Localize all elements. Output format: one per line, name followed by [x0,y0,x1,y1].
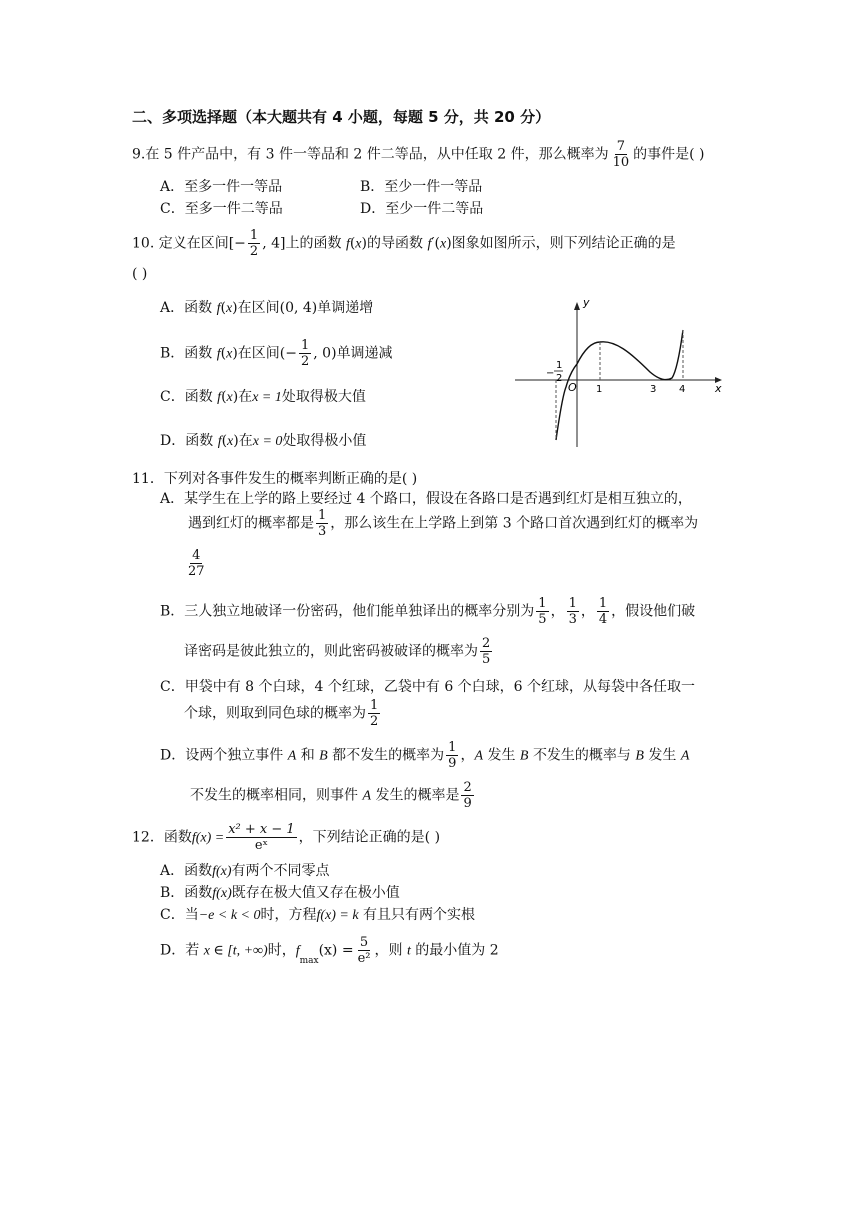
q12-text: 12．函数 [132,829,192,846]
option-text: 译密码是彼此独立的，则此密码被破译的概率为 [184,643,478,660]
denominator: 3 [318,524,327,539]
fraction [226,822,296,853]
var-x: x [225,301,233,316]
numerator: 1 [249,228,259,243]
neg-sign: − [546,368,555,379]
fraction [446,740,458,771]
equation: x = 1 [252,390,282,405]
denominator: 2 [249,244,259,259]
option-text: 和 [300,747,315,764]
origin-label: O [568,381,577,394]
denominator: 27 [188,564,205,579]
option-text: 处取得极小值 [282,433,367,449]
var-f: f [216,346,221,362]
numerator: 1 [370,698,379,713]
q12-option-d [160,935,499,966]
tick-label-3: 3 [650,384,657,395]
interval: (0, 4) [279,300,318,316]
var-f: f [427,236,432,252]
option-text: 个球，则取到同色球的概率为 [184,705,366,722]
condition: x ∈ [t, +∞) [203,943,268,959]
option-text: 时， [267,942,296,959]
denominator: 9 [463,796,472,811]
option-text: 不发生的概率与 [532,747,631,764]
option-text: 单调递减 [336,345,393,362]
option-text: ，假设他们破 [611,603,696,620]
numerator: 1 [568,596,577,611]
fraction [356,935,373,966]
option-text: 发生 [648,747,677,764]
var-a: A [362,788,372,804]
q10-text: 上的函数 [285,235,342,252]
q10-interval-open: [− [228,235,246,252]
numerator: 7 [616,139,625,154]
numerator: x² + x − 1 [228,822,295,837]
tick-label-4: 4 [679,384,686,395]
q10-option-a: A．函数 f(x)在区间(0, 4)单调递增 [160,300,374,316]
option-text: 既存在极大值又存在极小值 [231,885,400,901]
numerator: 5 [359,935,369,950]
var-f: f [216,301,221,316]
function-expr: f(x) [212,886,232,901]
q12-text: ，下列结论正确的是( ) [298,829,441,846]
fraction [316,508,328,539]
option-text: 在区间 [237,345,280,362]
option-text: 发生 [487,747,516,764]
option-label: B．函数 [160,345,213,362]
option-text: 处取得极大值 [281,389,366,405]
q11-option-a-line1: A．某学生在上学的路上要经过 4 个路口，假设在各路口是否遇到红灯是相互独立的， [160,491,692,507]
numerator: 2 [482,636,491,651]
derivative-graph [510,292,735,452]
var-x: x [226,346,233,362]
function-name: f(x) = [191,830,225,846]
y-axis-label: y [583,296,590,309]
q9-option-d: D．至少一件二等品 [360,201,484,217]
q9-text-end: 的事件是( ) [633,146,705,163]
q11-option-b-line1: B．三人独立地破译一份密码，他们能单独译出的概率分别为 $\frac{1}{5}$ ， $\frac{1}{3}$ ， $\frac{1}{4}$ ，假设他们破 [160,596,696,627]
var-t: t [406,943,411,959]
var-x: x [355,236,362,252]
question-11-stem: 11．下列对各事件发生的概率判断正确的是( ) [132,471,418,487]
y-axis-arrow-icon [574,302,580,310]
numerator: 2 [463,780,472,795]
interval-open: (− [279,345,297,362]
fraction [461,780,473,811]
numerator: 1 [301,338,310,353]
denominator: 2 [301,354,310,369]
q11-option-c-line1: C．甲袋中有 8 个白球，4 个红球，乙袋中有 6 个白球，6 个红球，从每袋中各任取一 [160,679,696,695]
fraction [248,228,260,259]
denominator: 5 [482,652,491,667]
equation: f(x) = k [316,908,359,923]
option-text: 时，方程 [260,907,317,923]
fraction [368,698,380,729]
option-text: ，那么该生在上学路上到第 3 个路口首次遇到红灯的概率为 [330,515,699,532]
q12-option-c [160,904,475,924]
denominator: 9 [448,756,457,771]
equation: x = 0 [252,434,283,449]
denominator: e² [357,951,371,966]
q10-interval-close: , 4] [262,235,286,252]
q9-text: 9.在 5 件产品中，有 3 件一等品和 2 件二等品，从中任取 2 件，那么概率为 [132,146,609,163]
function-name: f [295,943,300,959]
denominator: 5 [538,612,547,627]
function-expr: f(x) [212,864,232,879]
numerator: 1 [538,596,547,611]
q9-option-b: B．至少一件一等品 [360,179,483,195]
option-text: 有两个不同零点 [231,863,330,879]
q11-option-a-answer [184,548,209,579]
option-label: C．函数 [160,389,213,405]
question-10-stem: 10. 定义在区间[− $\frac{1}{2}$ , 4]上的函数 f(x)的导函数 f′(x)图象如图所示，则下列结论正确的是 [132,228,676,259]
option-text: 都不发生的概率为 [332,747,445,764]
denominator: eˣ [254,838,269,853]
numerator: 1 [318,508,327,523]
var-x: x [439,236,447,252]
option-text: 有且只有两个实根 [363,907,476,923]
question-12-stem [132,822,440,853]
option-text: ， [460,747,475,764]
q12-option-a [160,860,330,880]
subscript: max [299,956,319,966]
section-title: 二、多项选择题（本大题共有 4 小题，每题 5 分，共 20 分） [132,108,551,126]
option-text: B．三人独立地破译一份密码，他们能单独译出的概率分别为 [160,603,535,620]
var-a: A [680,748,690,764]
denominator: 3 [568,612,577,627]
q11-option-d-line2 [190,780,476,811]
condition: −e < k < 0 [198,908,261,923]
option-text: 在区间 [237,300,280,316]
q9-option-c: C．至多一件二等品 [160,201,283,217]
fraction [567,596,579,627]
neg-half-denominator: 2 [556,373,563,384]
var-x: x [226,390,233,405]
numerator: 1 [448,740,457,755]
var-f: f [217,390,222,405]
function-arg: (x) = [318,942,354,959]
q9-option-a: A．至多一件一等品 [160,179,283,195]
option-label: D．若 [160,942,200,959]
tick-label-1: 1 [596,384,603,395]
q10-option-c: C．函数 f(x)在x = 1处取得极大值 [160,389,366,405]
q10-option-b: B．函数 f(x)在区间(− $\frac{1}{2}$ , 0)单调递减 [160,338,393,369]
var-b: B [635,748,644,764]
option-text: 单调递增 [317,300,374,316]
fraction [299,338,311,369]
denominator: 2 [370,714,379,729]
q10-text: 图象如图所示，则下列结论正确的是 [451,235,676,252]
q10-text: 的导函数 [366,235,423,252]
var-b: B [519,748,529,764]
fraction [597,596,609,627]
q10-text: 10. 定义在区间 [132,235,229,252]
q10-answer-paren: ( ) [132,266,148,282]
question-9-stem [132,139,705,170]
option-text: D．设两个独立事件 [160,747,284,764]
fraction [480,636,492,667]
var-a: A [287,748,297,764]
option-text: 不发生的概率相同，则事件 [190,787,358,804]
var-b: B [319,748,328,764]
option-label: D．函数 [160,433,214,449]
option-text: 在 [238,389,253,405]
var-f: f [217,434,222,449]
var-f: f [345,236,350,252]
q11-option-b-line2 [184,636,494,667]
var-x: x [227,434,234,449]
q11-option-a-line2 [188,508,698,539]
fraction [611,139,632,170]
q12-option-b [160,882,400,902]
option-text: 的最小值为 2 [415,942,499,959]
option-label: A．函数 [160,863,213,879]
q11-option-c-line2 [184,698,382,729]
denominator: 4 [598,612,608,627]
var-a: A [474,748,484,764]
option-label: C．当 [160,907,199,923]
neg-half-numerator: 1 [556,360,563,371]
option-text: 发生的概率是 [375,787,460,804]
option-text: ，则 [374,942,403,959]
q10-option-d: D．函数 f(x)在x = 0处取得极小值 [160,433,367,449]
fraction [536,596,548,627]
option-text: 在 [238,433,253,449]
denominator: 10 [612,155,630,170]
fraction [186,548,207,579]
q11-option-d-line1 [160,740,689,771]
option-text: 遇到红灯的概率都是 [188,515,314,532]
interval-close: , 0) [313,345,337,362]
option-label: B．函数 [160,885,213,901]
numerator: 4 [192,548,201,563]
numerator: 1 [598,596,608,611]
x-axis-label: x [715,382,722,395]
option-label: A．函数 [160,300,213,316]
